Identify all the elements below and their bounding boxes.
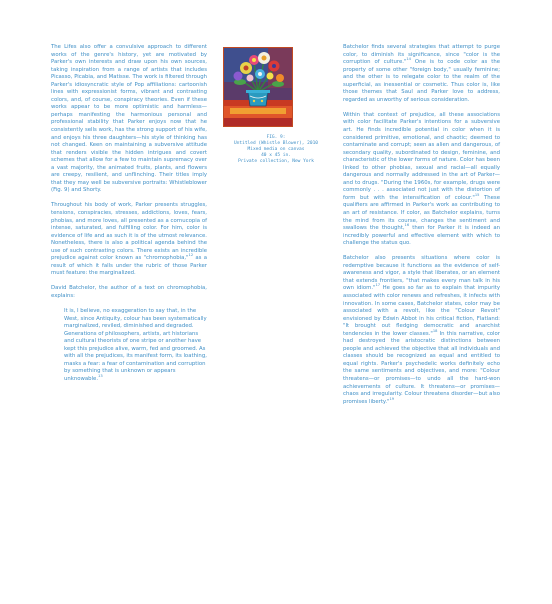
footnote-ref[interactable]: 18 (432, 328, 438, 333)
right-text-column (343, 44, 500, 414)
paragraph: Within that context of prejudice, all these associations with color facilitate Parker's intentions for a subversive art. He finds incredible potential in color when it is considered primitive, emotional, and chaotic; deemed to contaminate and corrupt; seen as alien and dangerous, of secondary quality, subordinated to design, feminine, and characteristic of the lower forms of nature. Color has been linked to other phobias, sexual and racial—all equally dangerous and normally addressed in the art of Parker—and to drugs. "During the 1960s, for example, drugs were commonly . . . associated not just with the distortion of form but with the intensification of colour."$^{15}$ These qualifiers are affirmed in Parker's work as contributing to an art of resistance. If color, as Batchelor explains, turns the mind from its course, changes the sentiment and swallows the thought,$^{16}$ then for Parker it is indeed an incredibly powerful and effective element with which to challenge the status quo. (343, 111, 501, 247)
caption-line: FIG. 9: (266, 135, 286, 140)
paragraph: Batchelor also presents situations where color is redemptive because it functions as the evidence of self-awareness and vigor, a style that liberates, or an element that extends frontiers, "that makes every man talk in his own idiom."$^{17}$ He goes so far as to explain that impurity associated with color renews and refreshes, it infects with innovation. In some cases, Batchelor states, color may be associated with a revolt, like the "Colour Revolt" envisioned by Edwin Abbot in his critical fiction, Flatland: "It brought out fledging democratic and anarchist tendencies in the lower classes."$^{18}$ In this narrative, color had destroyed the aristocratic distinctions between people and achieved the objective that all individuals and classes should be recognized as equal and entitled to equal rights. Parker's psychedelic works definitely echo the same sentiments and objectives, and more: "Colour threatens—or promises—to undo all the hard-won achievements of culture. It threatens—or promises—chaos and irregularity. Colour threatens disorder—but also promises liberty."$^{19}$ (343, 255, 501, 405)
footnote-ref[interactable]: 12 (188, 253, 194, 258)
figure (222, 47, 330, 165)
paragraph: Batchelor finds several strategies that attempt to purge color, to diminish its significance, since "color is the corruption of culture."$^{14}$ One is to code color as the property of some other "foreign body," usually feminine; and the other is to relegate color to the realm of the superficial, as inessential or cosmetic. Thus color is, like those themes that Saul and Parker love to address, regarded as unworthy of serious consideration. (343, 44, 500, 103)
footnote-ref[interactable]: 13 (98, 374, 103, 379)
footnote-ref[interactable]: 17 (375, 283, 381, 288)
caption-line: Mixed media on canvas (247, 147, 305, 152)
flower-vase-painting-icon (223, 47, 293, 127)
paragraph: David Batchelor, the author of a text on chromophobia, explains: (51, 285, 207, 299)
footnote-ref[interactable]: 16 (404, 223, 410, 228)
paragraph: Throughout his body of work, Parker presents struggles, tensions, conspiracies, stresses, addictions, loves, fears, phobias, and more loves, all presented as a cornucopia of intense, saturated, and fulfilling color. For him, color is evidence of life and as such it is of the utmost relevance. Nonetheless, there is also a political agenda behind the use of such contrasting colors. There exists an incredible prejudice against color known as "chromophobia,"$^{12}$ as a result of which it falls under the rubric of those Parker must feature: the marginalized. (51, 202, 208, 277)
caption-line: 40 x 45 in. (261, 153, 291, 158)
footnote-ref[interactable]: 14 (406, 57, 411, 62)
figure-caption (222, 135, 330, 165)
caption-line: Untitled (Whistle Blower), 2010 (234, 141, 318, 146)
block-quote: It is, I believe, no exaggeration to say that, in the West, since Antiquity, colour has been systematically marginalized, reviled, diminished and degraded. Generations of philosophers, artists, art historians and cultural theorists of one stripe or another have kept this prejudice alive, warm, fed and groomed. As with all the prejudices, its manifest form, its loathing, masks a fear: a fear of contamination and corruption by something that is unknown or appears unknowable.$^{13}$ (64, 308, 207, 382)
paragraph: The Lifes also offer a convulsive approach to different works of the genre's history, yet are motivated by Parker's own interests and draw upon his own sources, taking inspiration from a range of artists that includes Picasso, Picabia, and Matisse. The work is filtered through Parker's idiosyncratic style of Pop affiliations: cartoonish lines with expressionist forms, vibrant and contrasting colors, and, of course, conspiracy theories. Even if these works appear to be more optimistic and harmless—perhaps manifesting the harmonious personal and professional stability that Parker enjoys now that he consistently sells work, has the strong support of his wife, and enjoys his three daughters—his style of thinking has not changed. Keen on maintaining a subversive attitude that renders visible the hidden intrigues and covert schemes that allow for a few to maintain supremacy over a vast majority, the animated fruits, plants, and flowers are creepy, resilient, and unflinching. Their titles imply that they may well be subversive portraits: Whistleblower (Fig. 9) and Shorty. (51, 44, 207, 194)
footnote-ref[interactable]: 15 (474, 193, 480, 198)
footnote-ref[interactable]: 19 (389, 396, 395, 401)
caption-line: Private collection, New York (238, 159, 314, 164)
left-text-column (51, 44, 207, 383)
